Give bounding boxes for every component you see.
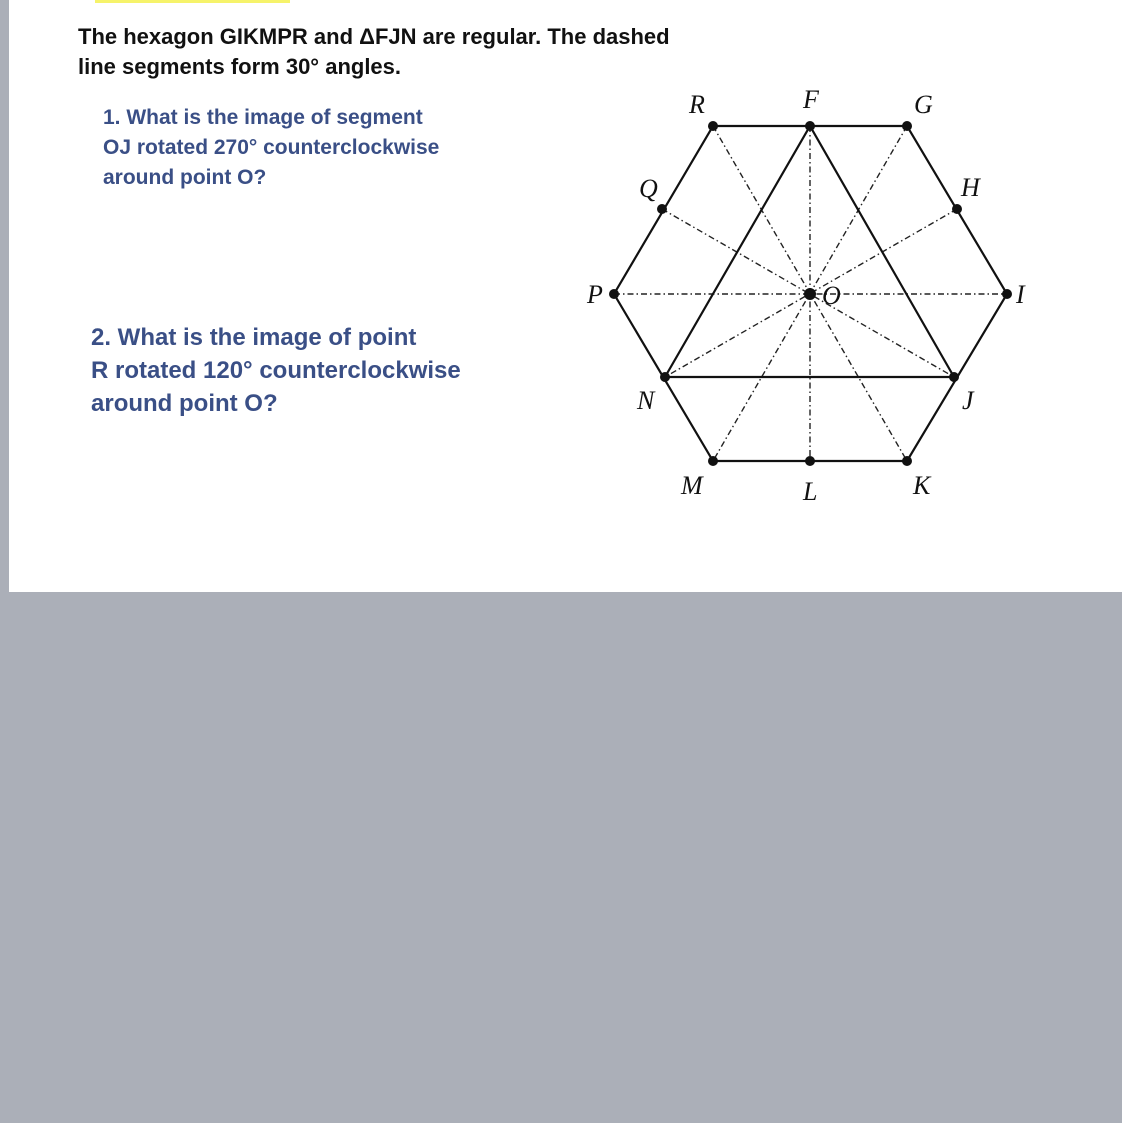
point-h — [952, 204, 962, 214]
label-f: F — [803, 85, 819, 114]
intro-line-1: The hexagon GIKMPR and ΔFJN are regular. The dashed — [78, 24, 670, 49]
question-1-line-3: around point O? — [103, 166, 267, 189]
point-f — [805, 121, 815, 131]
question-2-line-2: R rotated 120° counterclockwise — [91, 357, 461, 384]
label-p: P — [587, 280, 603, 309]
point-m — [708, 456, 718, 466]
question-1-line-2: OJ rotated 270° counterclockwise — [103, 136, 440, 159]
question-1 — [103, 103, 483, 193]
label-m: M — [681, 471, 703, 500]
point-g — [902, 121, 912, 131]
label-k: K — [913, 471, 931, 500]
label-l: L — [803, 477, 818, 506]
label-g: G — [914, 90, 933, 119]
worksheet-page — [9, 0, 1122, 592]
label-h: H — [961, 173, 980, 202]
label-j: J — [962, 386, 974, 415]
label-i: I — [1016, 280, 1025, 309]
label-q: Q — [639, 174, 658, 203]
intro-line-2: line segments form 30° angles. — [78, 54, 402, 79]
left-margin-strip — [0, 0, 9, 1123]
label-n: N — [637, 386, 655, 415]
point-r — [708, 121, 718, 131]
point-n — [660, 372, 670, 382]
point-i — [1002, 289, 1012, 299]
point-q — [657, 204, 667, 214]
label-o: O — [822, 281, 841, 310]
point-j — [949, 372, 959, 382]
highlight-mark — [95, 0, 290, 3]
question-1-line-1: 1. What is the image of segment — [103, 106, 423, 129]
question-2 — [91, 321, 491, 420]
hexagon-diagram — [579, 80, 1049, 510]
point-p — [609, 289, 619, 299]
question-2-line-3: around point O? — [91, 390, 278, 417]
point-k — [902, 456, 912, 466]
question-2-line-1: 2. What is the image of point — [91, 324, 417, 351]
intro-text — [78, 22, 678, 82]
point-o — [804, 288, 816, 300]
label-r: R — [689, 90, 705, 119]
point-l — [805, 456, 815, 466]
